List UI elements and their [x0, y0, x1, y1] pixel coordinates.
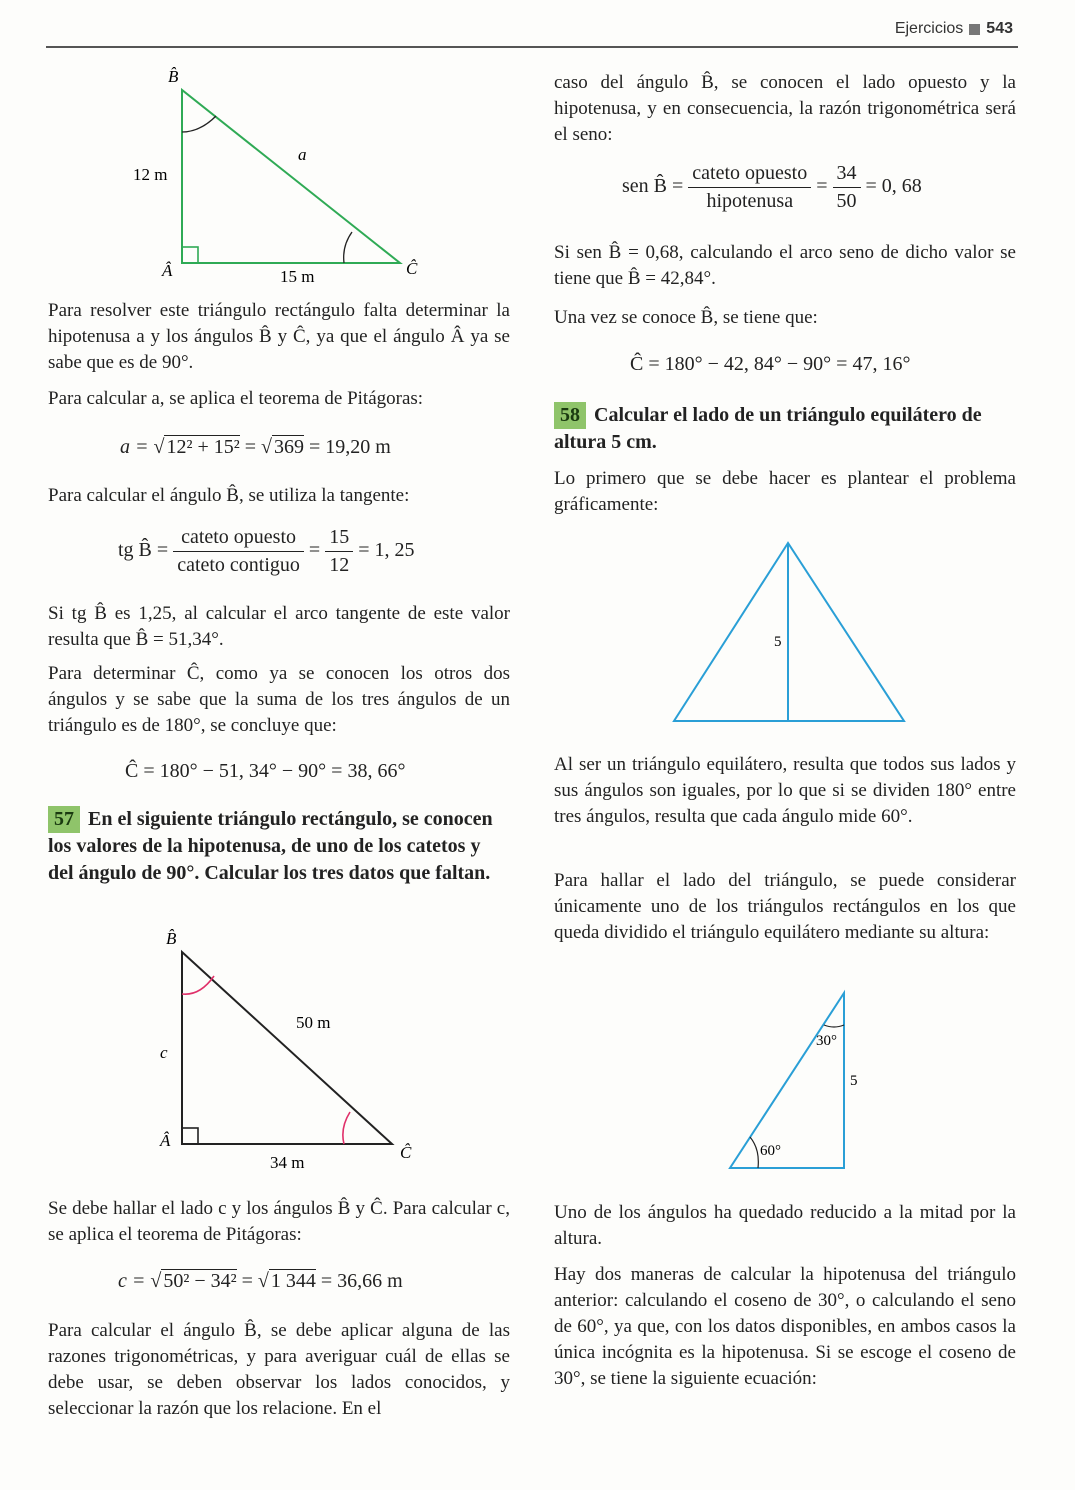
exercise-58-badge: 58 [554, 402, 586, 429]
vertex-c-label-2: Ĉ [400, 1143, 412, 1162]
f1-rad1: 12² + 15² [166, 436, 240, 458]
f2-frac-2 [325, 526, 353, 577]
angle-60-label: 60° [760, 1143, 781, 1159]
header-rule [46, 46, 1018, 48]
exercise-57-heading [48, 806, 510, 887]
angle-c-arc-2 [343, 1112, 350, 1144]
rf1-lhs: sen B̂ = [622, 175, 684, 198]
f2-eq: = [308, 539, 321, 562]
f4-rhs: = 36,66 m [320, 1270, 403, 1292]
f2-num2: 15 [325, 526, 353, 552]
header-square-icon [969, 24, 980, 35]
vertex-b-label: B̂ [168, 67, 179, 86]
f4-lhs: c = [118, 1270, 146, 1292]
formula-tangent [118, 526, 414, 577]
side-left-label-2: c [160, 1043, 168, 1062]
right-paragraph-1: caso del ángulo B̂, se conocen el lado opuesto y la hipotenusa, y en consecuencia, la razón trigonométrica será el seno: [554, 72, 1016, 145]
formula-sine [622, 162, 922, 213]
f2-num: cateto opuesto [173, 526, 304, 552]
side-5-label: 5 [850, 1073, 858, 1089]
hypotenuse-label: a [298, 145, 307, 164]
f2-den: cateto contiguo [177, 554, 300, 576]
section-title: Ejercicios [894, 20, 964, 37]
side-bottom-label-2: 34 m [270, 1153, 305, 1172]
rf1-num2: 34 [833, 162, 861, 188]
formula-angle-c-2: Ĉ = 180° − 42, 84° − 90° = 47, 16° [630, 353, 911, 375]
side-left-label: 12 m [133, 165, 168, 184]
rf1-den: hipotenusa [706, 190, 794, 212]
rf1-frac-2 [833, 162, 861, 213]
left-paragraph-3: Para calcular el ángulo B̂, se utiliza la tangente: [48, 485, 410, 506]
vertex-a-label-2: Â [160, 1131, 171, 1150]
figure-triangle-1 [120, 60, 430, 290]
right-paragraph-7: Uno de los ángulos ha quedado reducido a la mitad por la altura. [554, 1202, 1016, 1249]
angle-30-label: 30° [816, 1033, 837, 1049]
right-paragraph-6: Para hallar el lado del triángulo, se puede considerar únicamente uno de los triángulos rectángulos en los que queda dividido el triángulo equilátero mediante su altura: [554, 870, 1016, 943]
figure-equilateral-triangle [660, 535, 920, 735]
right-angle-mark-2 [182, 1128, 198, 1144]
rf1-rhs: = 0, 68 [865, 175, 922, 198]
right-paragraph-2: Si sen B̂ = 0,68, calculando el arco seno de dicho valor se tiene que B̂ = 42,84°. [554, 242, 1016, 289]
exercise-58-text: Calcular el lado de un triángulo equilátero de altura 5 cm. [554, 404, 982, 453]
figure-30-60-triangle [720, 985, 880, 1180]
left-paragraph-2: Para calcular a, se aplica el teorema de Pitágoras: [48, 388, 424, 409]
formula-pythagoras-a: a = √ 12² + 15² = √ 369 = 19,20 m [120, 436, 391, 458]
exercise-58-heading [554, 402, 1016, 456]
f1-rad2: 369 [274, 436, 305, 458]
side-bottom-label: 15 m [280, 267, 315, 286]
f1-mid: = [244, 436, 257, 458]
right-paragraph-3: Una vez se conoce B̂, se tiene que: [554, 307, 818, 328]
page-number: 543 [986, 20, 1013, 37]
formula-pythagoras-c: c = √ 50² − 34² = √ 1 344 = 36,66 m [118, 1270, 403, 1292]
f4-rad2: 1 344 [270, 1270, 316, 1292]
f2-rhs: = 1, 25 [358, 539, 415, 562]
left-paragraph-7: Para calcular el ángulo B̂, se debe aplicar alguna de las razones trigonométricas, y para averiguar cuál de ellas se debe usar, se deben observar los lados conocidos, y seleccionar la razón que los relacione. En el [48, 1320, 510, 1419]
rf1-num: cateto opuesto [688, 162, 811, 188]
f4-mid: = [241, 1270, 253, 1292]
f1-rhs: = 19,20 m [309, 436, 391, 458]
page-header [895, 20, 1013, 38]
vertex-a-label: Â [162, 261, 173, 280]
rf1-den2: 50 [836, 190, 857, 212]
exercise-57-badge: 57 [48, 806, 80, 833]
rf1-frac-1 [688, 162, 811, 213]
figure-triangle-2 [140, 922, 440, 1177]
rf1-eq: = [816, 175, 828, 198]
angle-b-arc [182, 116, 216, 132]
angle-b-arc-2 [182, 976, 214, 994]
triangle-2-shape [182, 952, 392, 1144]
angle-c-arc [344, 232, 352, 263]
angle-60-arc [750, 1137, 758, 1168]
right-paragraph-5: Al ser un triángulo equilátero, resulta que todos sus lados y sus ángulos son iguales, por lo que si se dividen 180° entre tres ángulos, resulta que cada ángulo mide 60°. [554, 754, 1016, 827]
angle-30-arc [824, 1025, 844, 1027]
right-paragraph-4: Lo primero que se debe hacer es plantear el problema gráficamente: [554, 468, 1016, 515]
f2-den2: 12 [329, 554, 350, 576]
formula-angle-c-1: Ĉ = 180° − 51, 34° − 90° = 38, 66° [125, 760, 406, 782]
height-label: 5 [774, 634, 782, 650]
hypotenuse-label-2: 50 m [296, 1013, 331, 1032]
left-paragraph-5: Para determinar Ĉ, como ya se conocen los otros dos ángulos y se sabe que la suma de los tres ángulos de un triángulo es de 180°, se concluye que: [48, 663, 510, 736]
left-paragraph-6: Se debe hallar el lado c y los ángulos B̂ y Ĉ. Para calcular c, se aplica el teorema de Pitágoras: [48, 1198, 510, 1245]
f2-lhs: tg B̂ = [118, 539, 169, 562]
left-paragraph-4: Si tg B̂ es 1,25, al calcular el arco tangente de este valor resulta que B̂ = 51,34°. [48, 603, 510, 650]
exercise-57-text: En el siguiente triángulo rectángulo, se conocen los valores de la hipotenusa, de uno de los catetos y del ángulo de 90°. Calcular los tres datos que faltan. [48, 808, 493, 884]
triangle-1-shape [182, 90, 400, 263]
left-paragraph-1: Para resolver este triángulo rectángulo falta determinar la hipotenusa a y los ángulos B̂ y Ĉ, ya que el ángulo Â ya se sabe que es de 90°. [48, 300, 510, 373]
vertex-c-label: Ĉ [406, 259, 418, 278]
right-paragraph-8: Hay dos maneras de calcular la hipotenusa del triángulo anterior: calculando el coseno de 30°, o calculando el seno de 60°, ya que, con los datos disponibles, en ambos casos la única incógnita es la hipotenusa. Si se escoge el coseno de 30°, se tiene la siguiente ecuación: [554, 1264, 1016, 1389]
right-triangle-shape [730, 993, 844, 1168]
f4-rad1: 50² − 34² [163, 1270, 237, 1292]
f1-lhs: a = [120, 436, 149, 458]
f2-frac-1 [173, 526, 304, 577]
vertex-b-label-2: B̂ [166, 929, 177, 948]
right-angle-mark [182, 247, 198, 263]
